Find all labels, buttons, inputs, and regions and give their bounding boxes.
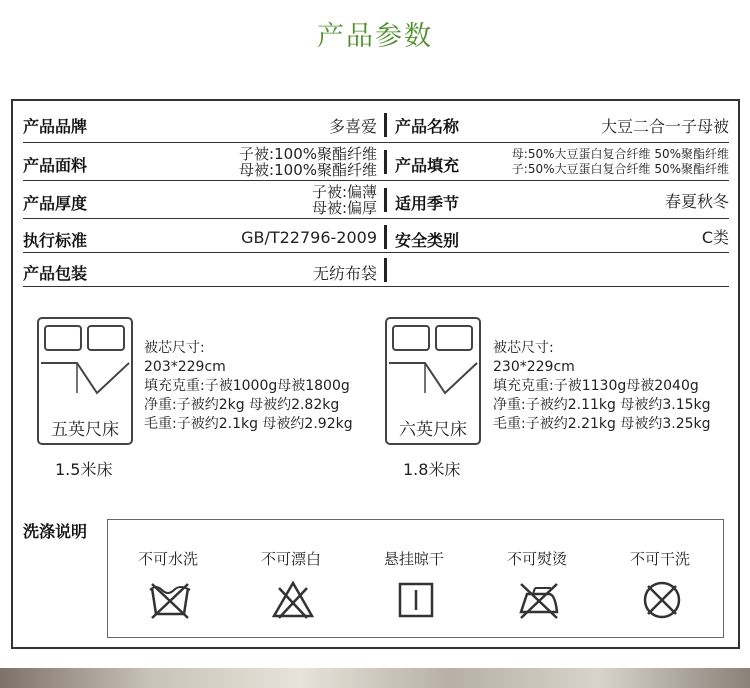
pillow-icon	[87, 325, 125, 351]
net-weight: 净重:子被约2kg 母被约2.82kg	[144, 397, 340, 413]
season-value: 春夏秋冬	[664, 192, 729, 211]
care-item-hang-dry	[354, 520, 474, 637]
core-size: 203*229cm	[144, 359, 226, 375]
column-divider	[384, 150, 387, 174]
pillow-icon	[44, 325, 82, 351]
bed-name: 六英尺床	[399, 420, 467, 440]
column-divider	[384, 188, 387, 212]
filling-label: 产品填充	[395, 156, 460, 175]
safety-value: C类	[701, 228, 729, 247]
fabric-value-2: 母被:100%聚酯纤维	[239, 161, 377, 179]
gross-weight: 毛重:子被约2.21kg 母被约3.25kg	[493, 416, 711, 432]
no-dry-clean-icon	[640, 580, 684, 620]
care-label: 不可水洗	[137, 550, 198, 568]
filling-value-1: 母:50%大豆蛋白复合纤维 50%聚酯纤维	[511, 147, 729, 161]
care-item-no-wash	[108, 520, 228, 637]
spec-row-standard	[23, 219, 729, 253]
fill-weight: 填充克重:子被1130g母被2040g	[493, 378, 699, 394]
name-label: 产品名称	[395, 117, 460, 136]
core-size-label: 被芯尺寸:	[493, 340, 554, 356]
care-label: 不可漂白	[260, 550, 321, 568]
no-wash-icon	[148, 580, 192, 620]
spec-row-package	[23, 253, 729, 287]
core-size: 230*229cm	[493, 359, 575, 375]
bed-name: 五英尺床	[51, 420, 119, 440]
bed-spec-2	[493, 339, 711, 434]
fill-weight: 填充克重:子被1000g母被1800g	[144, 378, 350, 394]
bed-illustration-2	[385, 317, 481, 445]
bottom-photo-strip	[0, 668, 750, 688]
column-divider	[384, 258, 387, 282]
page-title: 产品参数	[317, 21, 433, 52]
care-label: 悬挂晾干	[383, 550, 444, 568]
thickness-value-1: 子被:偏薄	[311, 183, 377, 201]
blanket-icon	[37, 353, 133, 413]
thickness-label: 产品厚度	[23, 194, 88, 213]
package-label: 产品包装	[23, 264, 88, 283]
core-size-label: 被芯尺寸:	[144, 340, 205, 356]
safety-label: 安全类别	[395, 231, 460, 250]
care-label: 不可熨烫	[506, 550, 567, 568]
bed-size-label: 1.8米床	[403, 460, 461, 479]
no-bleach-icon	[271, 580, 315, 620]
spec-row-thickness	[23, 181, 729, 219]
hang-dry-icon	[394, 580, 438, 620]
fabric-label: 产品面料	[23, 156, 88, 175]
standard-label: 执行标准	[23, 231, 88, 250]
brand-value: 多喜爱	[328, 117, 377, 136]
column-divider	[384, 113, 387, 137]
bed-spec-1	[144, 339, 353, 434]
care-label: 不可干洗	[629, 550, 690, 568]
pillow-icon	[435, 325, 473, 351]
gross-weight: 毛重:子被约2.1kg 母被约2.92kg	[144, 416, 353, 432]
pillow-icon	[392, 325, 430, 351]
column-divider	[384, 225, 387, 249]
brand-label: 产品品牌	[23, 117, 88, 136]
name-value: 大豆二合一子母被	[600, 117, 729, 136]
blanket-icon	[385, 353, 481, 413]
care-item-no-iron	[477, 520, 597, 637]
net-weight: 净重:子被约2.11kg 母被约3.15kg	[493, 397, 711, 413]
fabric-value-1: 子被:100%聚酯纤维	[239, 145, 377, 163]
season-label: 适用季节	[395, 194, 460, 213]
wash-instructions	[107, 519, 724, 638]
bed-illustration-1	[37, 317, 133, 445]
care-item-no-bleach	[231, 520, 351, 637]
bed-size-label: 1.5米床	[55, 460, 113, 479]
spec-frame	[11, 99, 740, 649]
package-value: 无纺布袋	[312, 264, 377, 283]
wash-title: 洗涤说明	[23, 522, 88, 541]
filling-value-2: 子:50%大豆蛋白复合纤维 50%聚酯纤维	[511, 162, 729, 176]
spec-row-fabric	[23, 143, 729, 181]
standard-value: GB/T22796-2009	[241, 228, 377, 247]
care-item-no-dry-clean	[600, 520, 720, 637]
no-iron-icon	[517, 580, 561, 620]
spec-row-brand	[23, 105, 729, 143]
thickness-value-2: 母被:偏厚	[311, 199, 377, 217]
